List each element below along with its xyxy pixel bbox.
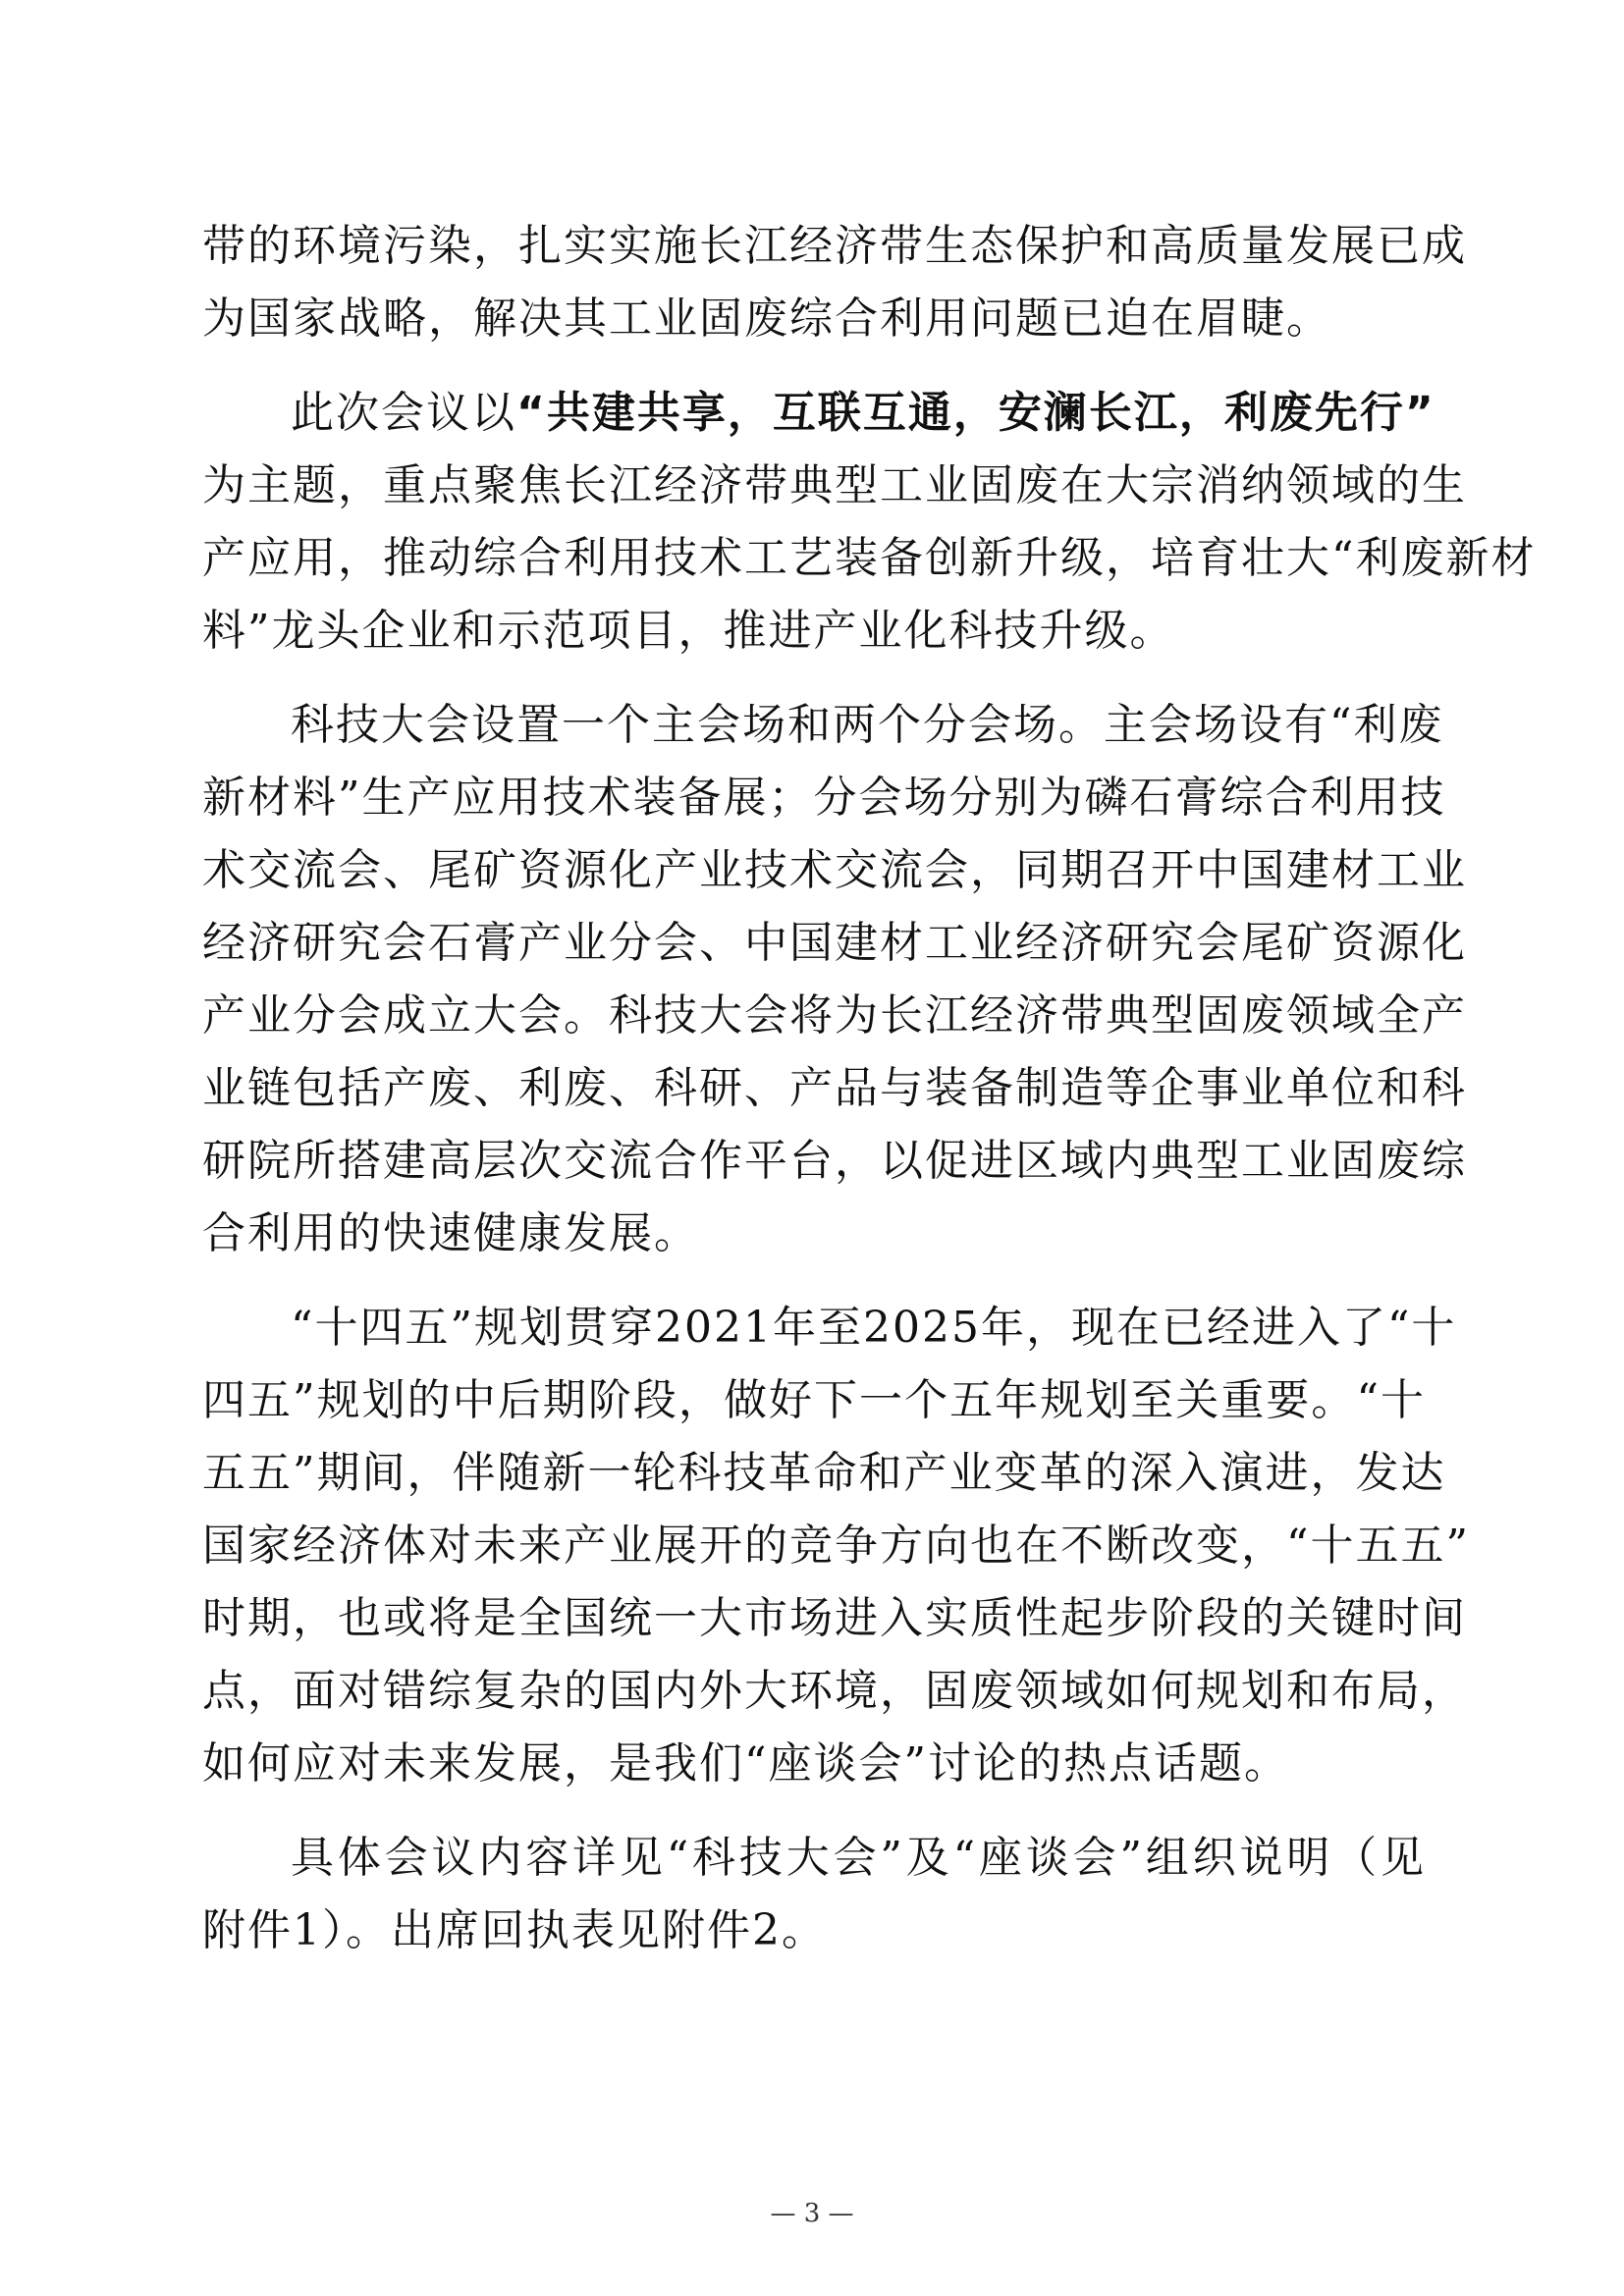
page-number: — 3 — xyxy=(770,2199,854,2228)
paragraph-3-line-8: 合利用的快速健康发展。 xyxy=(202,1208,699,1258)
paragraph-4-line-4: 国家经济体对未来产业展开的竞争方向也在不断改变，“十五五” xyxy=(202,1521,1470,1571)
paragraph-gap xyxy=(202,1800,1426,1822)
paragraph-3-line-1: 科技大会设置一个主会场和两个分会场。主会场设有“利废 xyxy=(291,700,1444,750)
paragraph-2-line-2: 为主题，重点聚焦长江经济带典型工业固废在大宗消纳领域的生 xyxy=(202,460,1467,510)
paragraph-4-line-3: 五五”期间，伴随新一轮科技革命和产业变革的深入演进，发达 xyxy=(202,1448,1446,1498)
paragraph-3-line-4: 经济研究会石膏产业分会、中国建材工业经济研究会尾矿资源化 xyxy=(202,918,1467,968)
paragraph-4-line-1: “十四五”规划贯穿2021年至2025年，现在已经进入了“十 xyxy=(291,1303,1457,1353)
paragraph-3-line-3: 术交流会、尾矿资源化产业技术交流会，同期召开中国建材工业 xyxy=(202,845,1467,895)
paragraph-4-line-7: 如何应对未来发展，是我们“座谈会”讨论的热点话题。 xyxy=(202,1738,1289,1789)
paragraph-gap xyxy=(202,667,1426,689)
paragraph-1-line-2: 为国家战略，解决其工业固废综合利用问题已迫在眉睫。 xyxy=(202,294,1331,344)
paragraph-2-line-3: 产应用，推动综合利用技术工艺装备创新升级，培育壮大“利废新材 xyxy=(202,533,1537,583)
paragraph-3-line-5: 产业分会成立大会。科技大会将为长江经济带典型固废领域全产 xyxy=(202,990,1467,1041)
paragraph-1-line-1: 带的环境污染，扎实实施长江经济带生态保护和高质量发展已成 xyxy=(202,221,1467,271)
paragraph-3-line-6: 业链包括产废、利废、科研、产品与装备制造等企事业单位和科 xyxy=(202,1063,1467,1113)
paragraph-2-prefix: 此次会议以 xyxy=(291,388,516,438)
paragraph-4-line-2: 四五”规划的中后期阶段，做好下一个五年规划至关重要。“十 xyxy=(202,1375,1426,1425)
paragraph-2-line-1 xyxy=(202,377,1435,450)
paragraph-4-line-6: 点，面对错综复杂的国内外大环境，固废领域如何规划和布局， xyxy=(202,1666,1467,1716)
paragraph-5-line-2: 附件1）。出席回执表见附件2。 xyxy=(202,1905,827,1955)
paragraph-4-line-5: 时期，也或将是全国统一大市场进入实质性起步阶段的关键时间 xyxy=(202,1593,1467,1643)
paragraph-5-line-1: 具体会议内容详见“科技大会”及“座谈会”组织说明（见 xyxy=(291,1833,1426,1883)
paragraph-gap xyxy=(202,1270,1426,1292)
paragraph-3-line-2: 新材料”生产应用技术装备展；分会场分别为磷石膏综合利用技 xyxy=(202,773,1446,823)
paragraph-gap xyxy=(202,355,1426,377)
paragraph-2-line-4: 料”龙头企业和示范项目，推进产业化科技升级。 xyxy=(202,606,1175,656)
document-body xyxy=(202,210,1537,1967)
paragraph-3-line-7: 研院所搭建高层次交流合作平台，以促进区域内典型工业固废综 xyxy=(202,1136,1467,1186)
conference-theme: “共建共享，互联互通，安澜长江，利废先行” xyxy=(516,388,1435,438)
